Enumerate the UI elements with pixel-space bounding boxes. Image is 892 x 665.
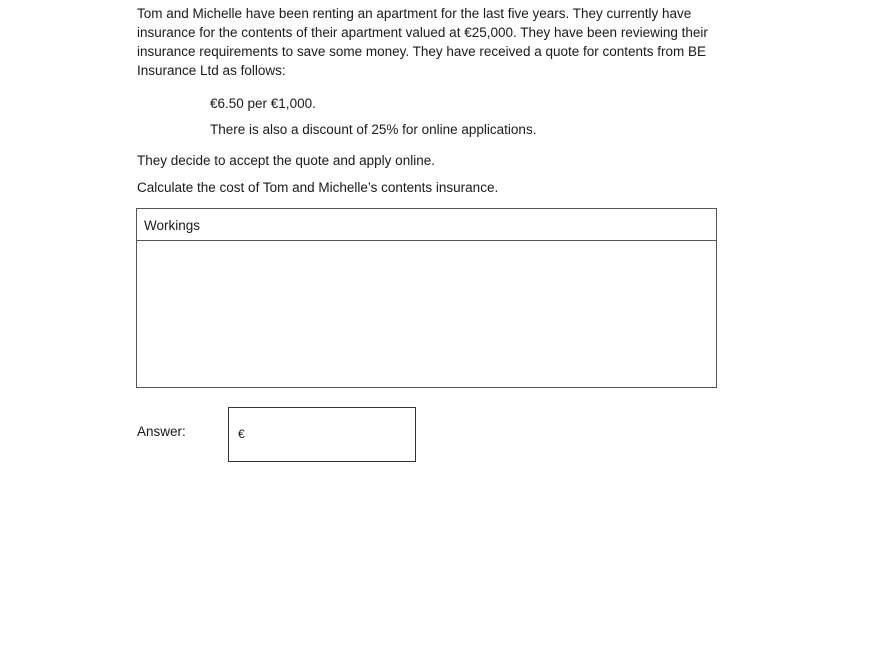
question-decision: They decide to accept the quote and apply online. bbox=[137, 153, 435, 168]
answer-box[interactable] bbox=[228, 407, 416, 462]
question-intro: Tom and Michelle have been renting an apartment for the last five years. They currently have insurance for the contents of their apartment valued at €25,000. They have been reviewing their insurance requirements to save some money. They have received a quote for contents from BE Insurance Ltd as follows: bbox=[137, 6, 708, 78]
quote-discount: There is also a discount of 25% for online applications. bbox=[210, 122, 537, 137]
workings-box bbox=[136, 208, 717, 388]
quote-rate: €6.50 per €1,000. bbox=[210, 96, 316, 111]
question-task: Calculate the cost of Tom and Michelle’s contents insurance. bbox=[137, 180, 499, 195]
answer-label: Answer: bbox=[137, 424, 186, 439]
quote-details bbox=[210, 94, 757, 139]
workings-area[interactable] bbox=[137, 241, 716, 386]
question-text-block bbox=[137, 4, 757, 197]
workings-label: Workings bbox=[137, 209, 716, 241]
answer-currency-symbol: € bbox=[238, 427, 245, 441]
